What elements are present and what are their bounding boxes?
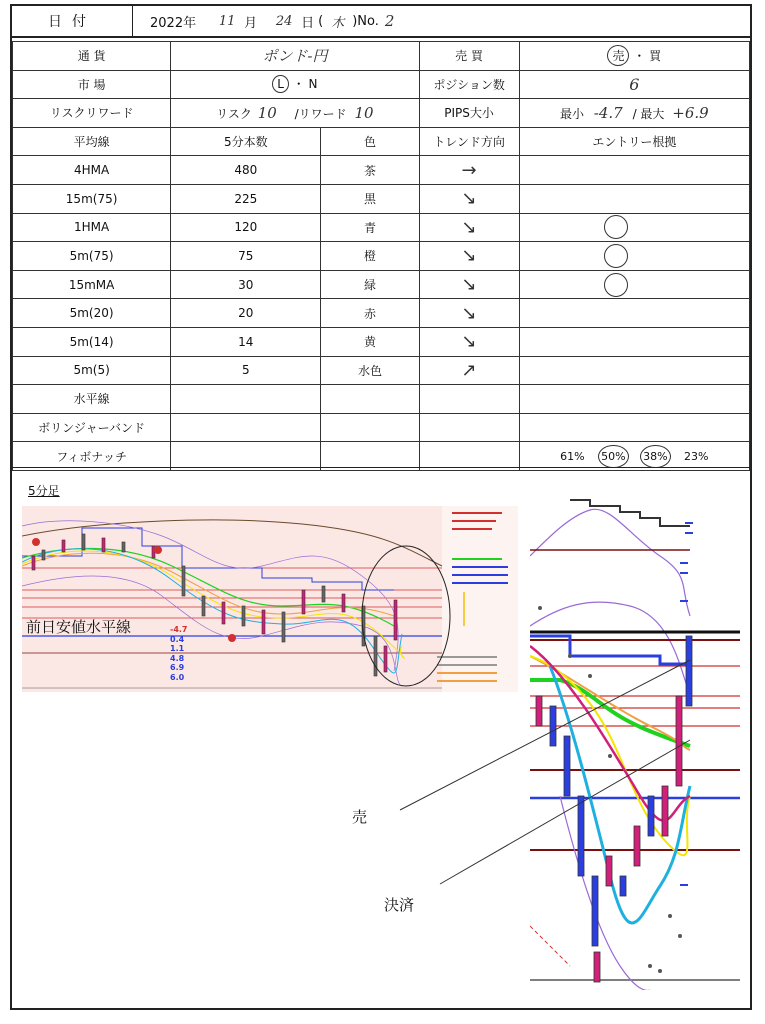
pips-min: -4.7 (593, 103, 623, 122)
col-header-bars: 5分本数 (171, 127, 321, 156)
ma-color: 緑 (321, 270, 419, 299)
ma-color: 黒 (321, 184, 419, 213)
rr-value: リスク 10 /リワード 10 (171, 99, 419, 128)
pips-max: +6.9 (672, 103, 709, 122)
horizontal-label: 水平線 (13, 385, 171, 414)
chart-section-title: 5分足 (28, 484, 60, 498)
ma-trend: ↗ (419, 356, 519, 385)
ma-trend: ↘ (419, 327, 519, 356)
ma-color: 赤 (321, 299, 419, 328)
currency-label: 通 貨 (13, 42, 171, 71)
day-value: 24 (275, 13, 293, 29)
ma-color: 橙 (321, 242, 419, 271)
month-value: 11 (218, 13, 236, 29)
rr-label: リスクリワード (13, 99, 171, 128)
ma-bars: 14 (171, 327, 321, 356)
fibo-23: 23% (684, 449, 709, 463)
date-value: 2022年 11 月 24 日 ( 木 )No. 2 (150, 12, 395, 31)
weekday-value: 木 (331, 15, 345, 31)
market-value: L ・ N (171, 70, 419, 99)
col-header-ma: 平均線 (13, 127, 171, 156)
ma-bars: 120 (171, 213, 321, 242)
ma-trend: ↘ (419, 242, 519, 271)
pips-label: PIPS大小 (419, 99, 519, 128)
month-label: 月 (244, 15, 258, 31)
ma-trend: ↘ (419, 213, 519, 242)
ma-bars: 20 (171, 299, 321, 328)
ma-trend: → (419, 156, 519, 185)
pips-value: 最小 -4.7 / 最大 +6.9 (519, 99, 749, 128)
no-label: )No. (352, 13, 379, 29)
fibo-50-circled: 50% (598, 445, 628, 468)
ma-name: 5m(14) (13, 327, 171, 356)
col-header-entry: エントリー根拠 (519, 127, 749, 156)
side-label: 売 買 (419, 42, 519, 71)
reward-value: 10 (354, 103, 374, 122)
level-labels: -4.7 0.4 1.1 4.8 6.9 6.0 (170, 625, 188, 682)
col-header-color: 色 (321, 127, 419, 156)
ma-name: 5m(20) (13, 299, 171, 328)
bollinger-label: ボリンジャーバンド (13, 413, 171, 442)
ma-bars: 5 (171, 356, 321, 385)
market-n: N (308, 77, 318, 92)
market-label: 市 場 (13, 70, 171, 99)
ma-color: 水色 (321, 356, 419, 385)
ma-name: 4HMA (13, 156, 171, 185)
position-label: ポジション数 (419, 70, 519, 99)
note-prev-low-line: 前日安値水平線 (26, 618, 132, 636)
ma-trend: ↘ (419, 270, 519, 299)
side-buy: 買 (649, 49, 662, 64)
ma-color: 茶 (321, 156, 419, 185)
sell-connector (400, 660, 690, 810)
no-value: 2 (384, 12, 395, 30)
ma-bars: 225 (171, 184, 321, 213)
ma-trend: ↘ (419, 184, 519, 213)
currency-value: ポンド-円 (171, 42, 419, 71)
ma-bars: 480 (171, 156, 321, 185)
side-value: 売 ・ 買 (519, 42, 749, 71)
ma-color: 黄 (321, 327, 419, 356)
ma-trend: ↘ (419, 299, 519, 328)
side-sell-circled: 売 (607, 45, 629, 66)
fibo-61: 61% (560, 449, 585, 463)
risk-value: 10 (257, 103, 277, 122)
fibonacci-label: フィボナッチ (13, 442, 171, 471)
ma-bars: 30 (171, 270, 321, 299)
ma-name: 15mMA (13, 270, 171, 299)
ma-name: 5m(75) (13, 242, 171, 271)
settle-note: 決済 (384, 896, 415, 914)
year: 2022年 (150, 15, 197, 31)
ma-bars: 75 (171, 242, 321, 271)
settle-connector (440, 740, 690, 884)
col-header-trend: トレンド方向 (419, 127, 519, 156)
market-l-circled: L (272, 75, 289, 93)
ma-name: 1HMA (13, 213, 171, 242)
ma-name: 15m(75) (13, 184, 171, 213)
position-value: 6 (519, 70, 749, 99)
date-label: 日付 (12, 6, 133, 36)
day-label: 日 (301, 15, 315, 31)
ma-color: 青 (321, 213, 419, 242)
fibo-38-circled: 38% (640, 445, 670, 468)
ma-name: 5m(5) (13, 356, 171, 385)
sell-note: 売 (352, 808, 368, 826)
